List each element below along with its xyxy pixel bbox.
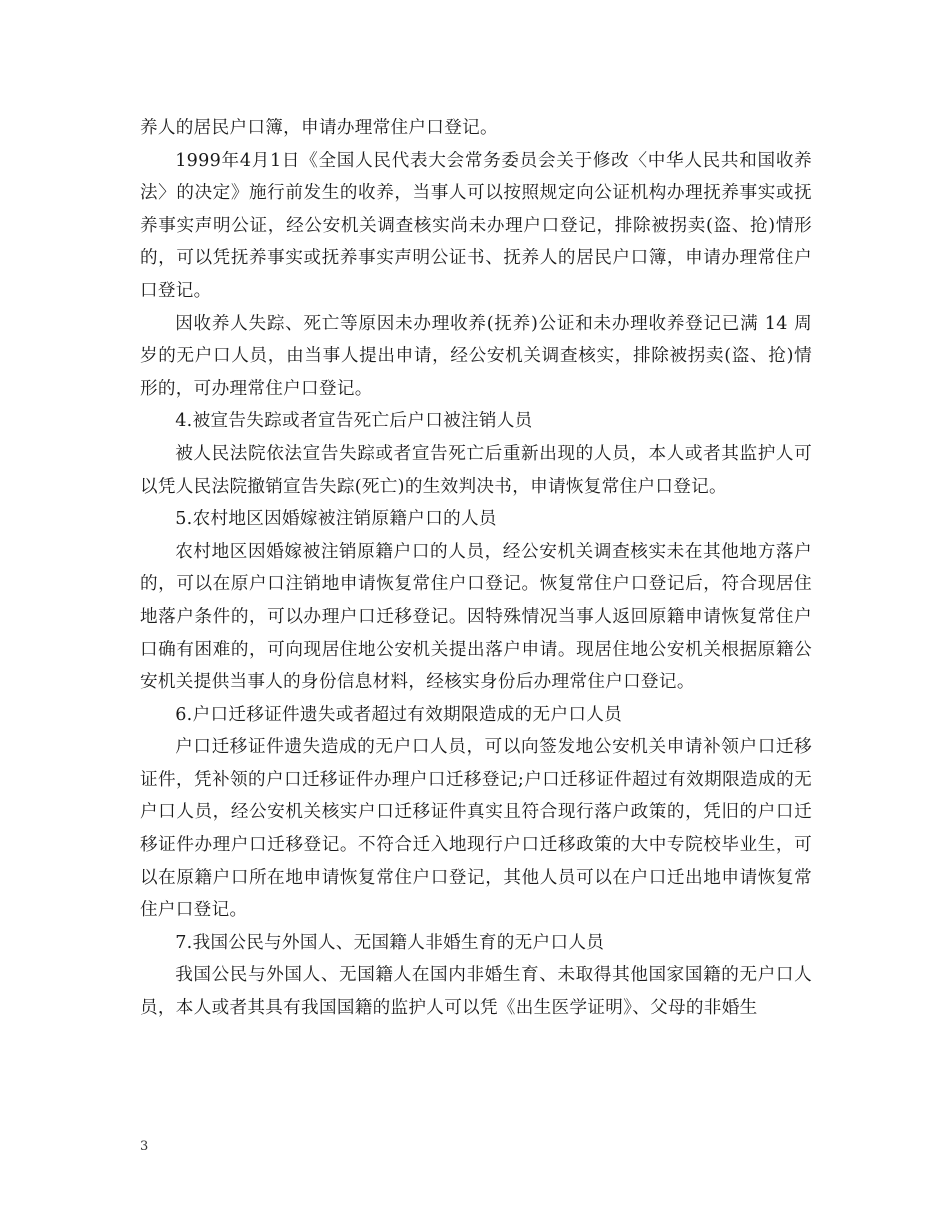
paragraph-foreign-nonmarital-birth: 我国公民与外国人、无国籍人在国内非婚生育、未取得其他国家国籍的无户口人员，本人或者其具有我国国籍的监护人可以凭《出生医学证明》、父母的非婚生 (140, 965, 812, 1019)
section-heading-7: 7.我国公民与外国人、无国籍人非婚生育的无户口人员 (175, 932, 605, 953)
section-heading-6: 6.户口迁移证件遗失或者超过有效期限造成的无户口人员 (175, 704, 623, 725)
paragraph-adoption-before-1999: 1999年4月1日《全国人民代表大会常务委员会关于修改〈中华人民共和国收养法〉的决定》施行前发生的收养，当事人可以按照规定向公证机构办理抚养事实或抚养事实声明公证，经公安机关调查核实尚未办理户口登记，排除被拐卖(盗、抢)情形的，可以凭抚养事实或抚养事实声明公证书、抚养人的居民户口簿，申请办理常住户口登记。 (140, 150, 812, 301)
section-heading-5: 5.农村地区因婚嫁被注销原籍户口的人员 (175, 509, 497, 530)
paragraph-continuation: 养人的居民户口簿，申请办理常住户口登记。 (140, 118, 498, 138)
paragraph-rural-marriage: 农村地区因婚嫁被注销原籍户口的人员，经公安机关调查核实未在其他地方落户的，可以在原户口注销地申请恢复常住户口登记。恢复常住户口登记后，符合现居住地落户条件的，可以办理户口迁移登记。因特殊情况当事人返回原籍申请恢复常住户口确有困难的，可向现居住地公安机关提出落户申请。现居住地公安机关根据原籍公安机关提供当事人的身份信息材料，经核实身份后办理常住户口登记。 (140, 541, 812, 693)
document-body (140, 112, 812, 1025)
paragraph-adopter-missing: 因收养人失踪、死亡等原因未办理收养(抚养)公证和未办理收养登记已满 14 周岁的无户口人员，由当事人提出申请，经公安机关调查核实，排除被拐卖(盗、抢)情形的，可办理常住户口登记。 (140, 313, 812, 399)
paragraph-declared-missing: 被人民法院依法宣告失踪或者宣告死亡后重新出现的人员，本人或者其监护人可以凭人民法院撤销宣告失踪(死亡)的生效判决书，申请恢复常住户口登记。 (140, 443, 812, 497)
page-number: 3 (140, 1139, 149, 1154)
paragraph-migration-certificate: 户口迁移证件遗失造成的无户口人员，可以向签发地公安机关申请补领户口迁移证件，凭补领的户口迁移证件办理户口迁移登记;户口迁移证件超过有效期限造成的无户口人员，经公安机关核实户口迁移证件真实且符合现行落户政策的，凭旧的户口迁移证件办理户口迁移登记。不符合迁入地现行户口迁移政策的大中专院校毕业生，可以在原籍户口所在地申请恢复常住户口登记，其他人员可以在户口迁出地申请恢复常住户口登记。 (140, 737, 812, 921)
section-heading-4: 4.被宣告失踪或者宣告死亡后户口被注销人员 (175, 411, 533, 432)
